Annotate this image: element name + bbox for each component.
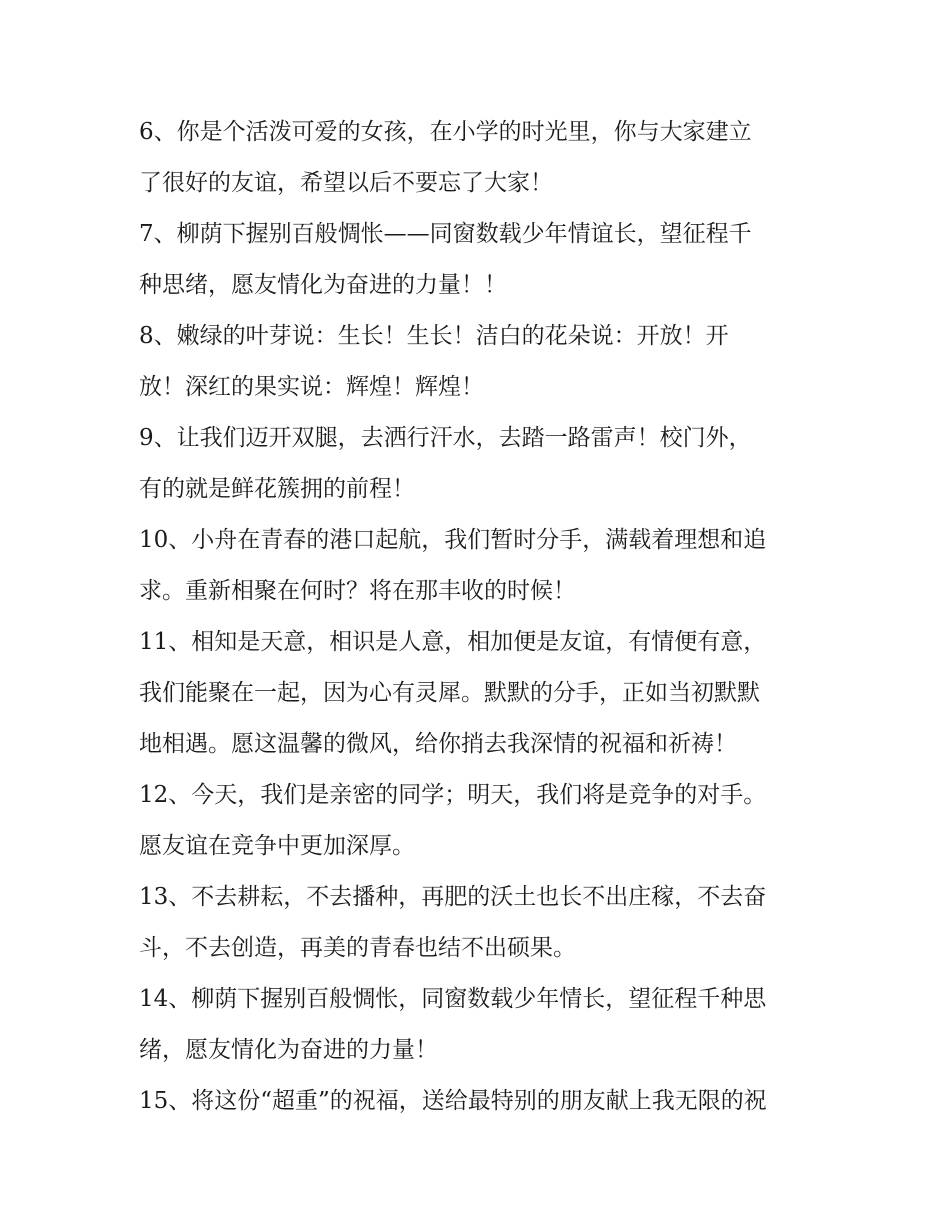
text-line: 斗，不去创造，再美的青春也结不出硕果。 [139,935,576,961]
text-line: 种思绪，愿友情化为奋进的力量！！ [139,272,507,298]
text-line: 放！深红的果实说：辉煌！辉煌！ [139,374,484,400]
text-line: 8、嫩绿的叶芽说：生长！生长！洁白的花朵说：开放！开 [139,323,729,349]
text-line: 14、柳荫下握别百般惆怅，同窗数载少年情长，望征程千种思 [139,986,767,1012]
text-line: 13、不去耕耘，不去播种，再肥的沃土也长不出庄稼，不去奋 [139,884,767,910]
text-line: 有的就是鲜花簇拥的前程！ [139,476,415,502]
text-line: 绪，愿友情化为奋进的力量！ [139,1037,438,1063]
text-line: 7、柳荫下握别百般惆怅——同窗数载少年情谊长，望征程千 [139,221,752,247]
text-line: 愿友谊在竞争中更加深厚。 [139,833,415,859]
text-line: 12、今天，我们是亲密的同学；明天，我们将是竞争的对手。 [139,782,767,808]
text-line: 15、将这份“超重”的祝福，送给最特别的朋友献上我无限的祝 [139,1088,767,1114]
text-line: 求。重新相聚在何时？将在那丰收的时候！ [139,578,576,604]
text-line: 10、小舟在青春的港口起航，我们暂时分手，满载着理想和追 [139,527,767,553]
text-line: 我们能聚在一起，因为心有灵犀。默默的分手，正如当初默默 [139,680,760,706]
text-line: 11、相知是天意，相识是人意，相加便是友谊，有情便有意， [139,629,767,655]
text-line: 地相遇。愿这温馨的微风，给你捎去我深情的祝福和祈祷！ [139,731,737,757]
document-body [139,107,819,1127]
text-line: 了很好的友谊，希望以后不要忘了大家！ [139,170,553,196]
text-line: 6、你是个活泼可爱的女孩，在小学的时光里，你与大家建立 [139,119,752,145]
text-line: 9、让我们迈开双腿，去洒行汗水，去踏一路雷声！校门外， [139,425,752,451]
